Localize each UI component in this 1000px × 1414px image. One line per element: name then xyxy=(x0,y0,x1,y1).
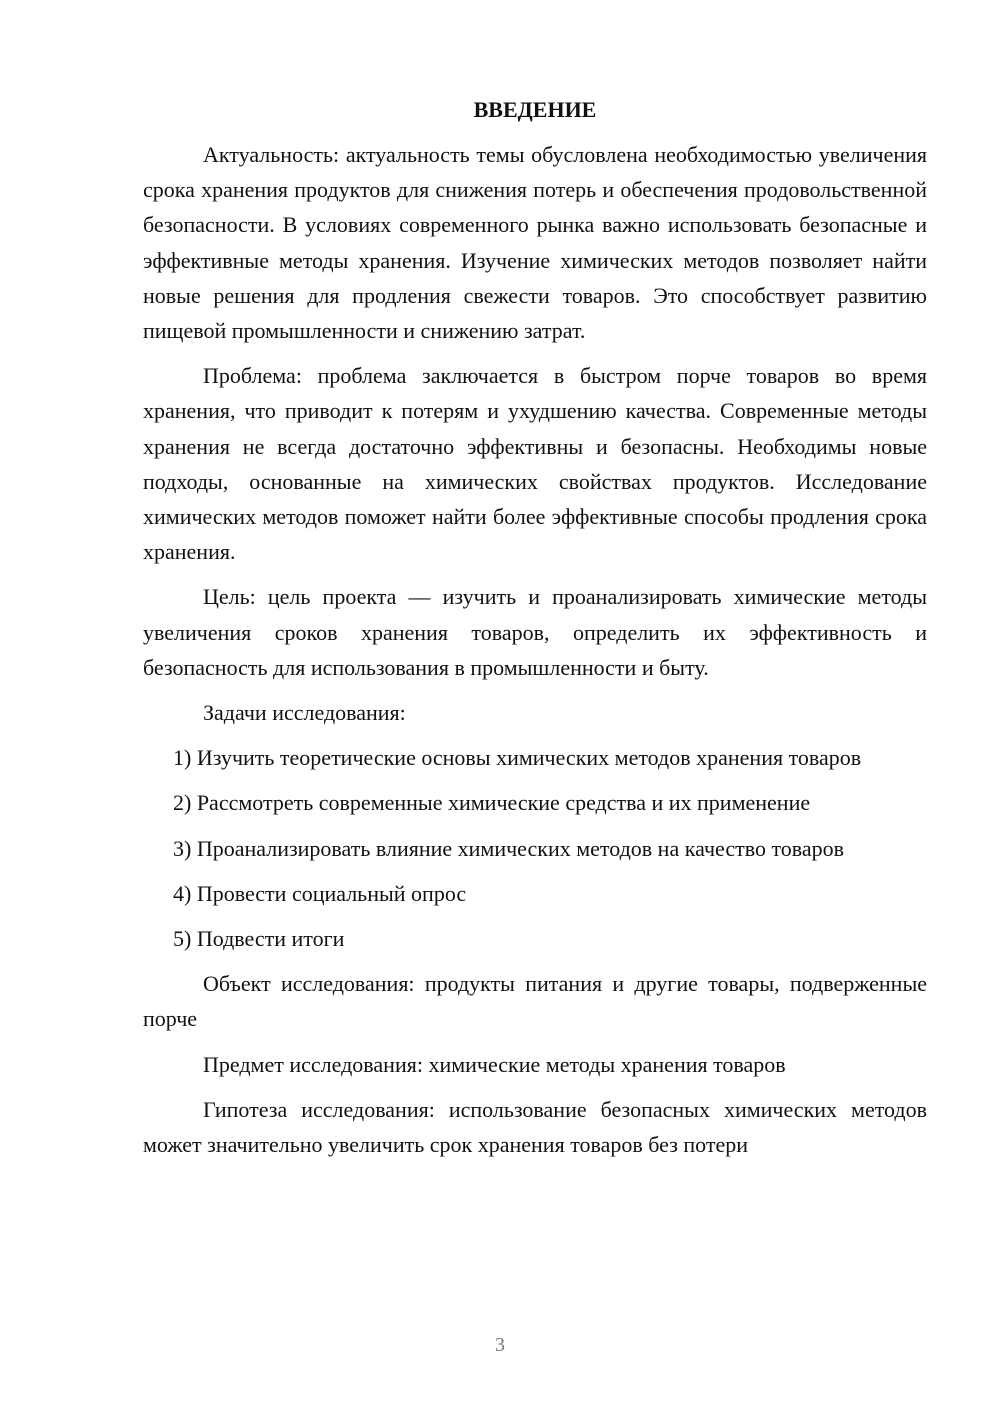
task-item-2: 2) Рассмотреть современные химические средства и их применение xyxy=(173,790,811,816)
task-item-4: 4) Провести социальный опрос xyxy=(173,880,467,906)
goal-paragraph: Цель: цель проекта — изучить и проанализировать химические методы увеличения сроков хранения товаров, определить их эффективность и безопасность для использования в промышленности и быту. xyxy=(143,584,927,680)
task-item-3: 3) Проанализировать влияние химических методов на качество товаров xyxy=(173,835,845,861)
problem-paragraph: Проблема: проблема заключается в быстром порче товаров во время хранения, что приводит к потерям и ухудшению качества. Современные методы хранения не всегда достаточно эффективны и безопасны. Необходимы новые подходы, основанные на химических свойствах продуктов. Исследование химических методов поможет найти более эффективные способы продления срока хранения. xyxy=(143,363,927,565)
subject-paragraph: Предмет исследования: химические методы хранения товаров xyxy=(203,1051,786,1077)
object-paragraph: Объект исследования: продукты питания и другие товары, подверженные порче xyxy=(143,971,927,1032)
page-number: 3 xyxy=(495,1334,505,1356)
tasks-heading: Задачи исследования: xyxy=(203,700,406,726)
page-title: ВВЕДЕНИЕ xyxy=(473,97,597,122)
page-content xyxy=(143,92,927,1172)
hypothesis-paragraph: Гипотеза исследования: использование безопасных химических методов может значительно увеличить срок хранения товаров без потери xyxy=(143,1096,927,1158)
relevance-paragraph: Актуальность: актуальность темы обусловлена необходимостью увеличения срока хранения продуктов для снижения потерь и обеспечения продовольственной безопасности. В условиях современного рынка важно использовать безопасные и эффективные методы хранения. Изучение химических методов позволяет найти новые решения для продления свежести товаров. Это способствует развитию пищевой промышленности и снижению затрат. xyxy=(143,142,927,344)
task-item-5: 5) Подвести итоги xyxy=(173,926,345,952)
task-item-1: 1) Изучить теоретические основы химических методов хранения товаров xyxy=(173,745,862,771)
